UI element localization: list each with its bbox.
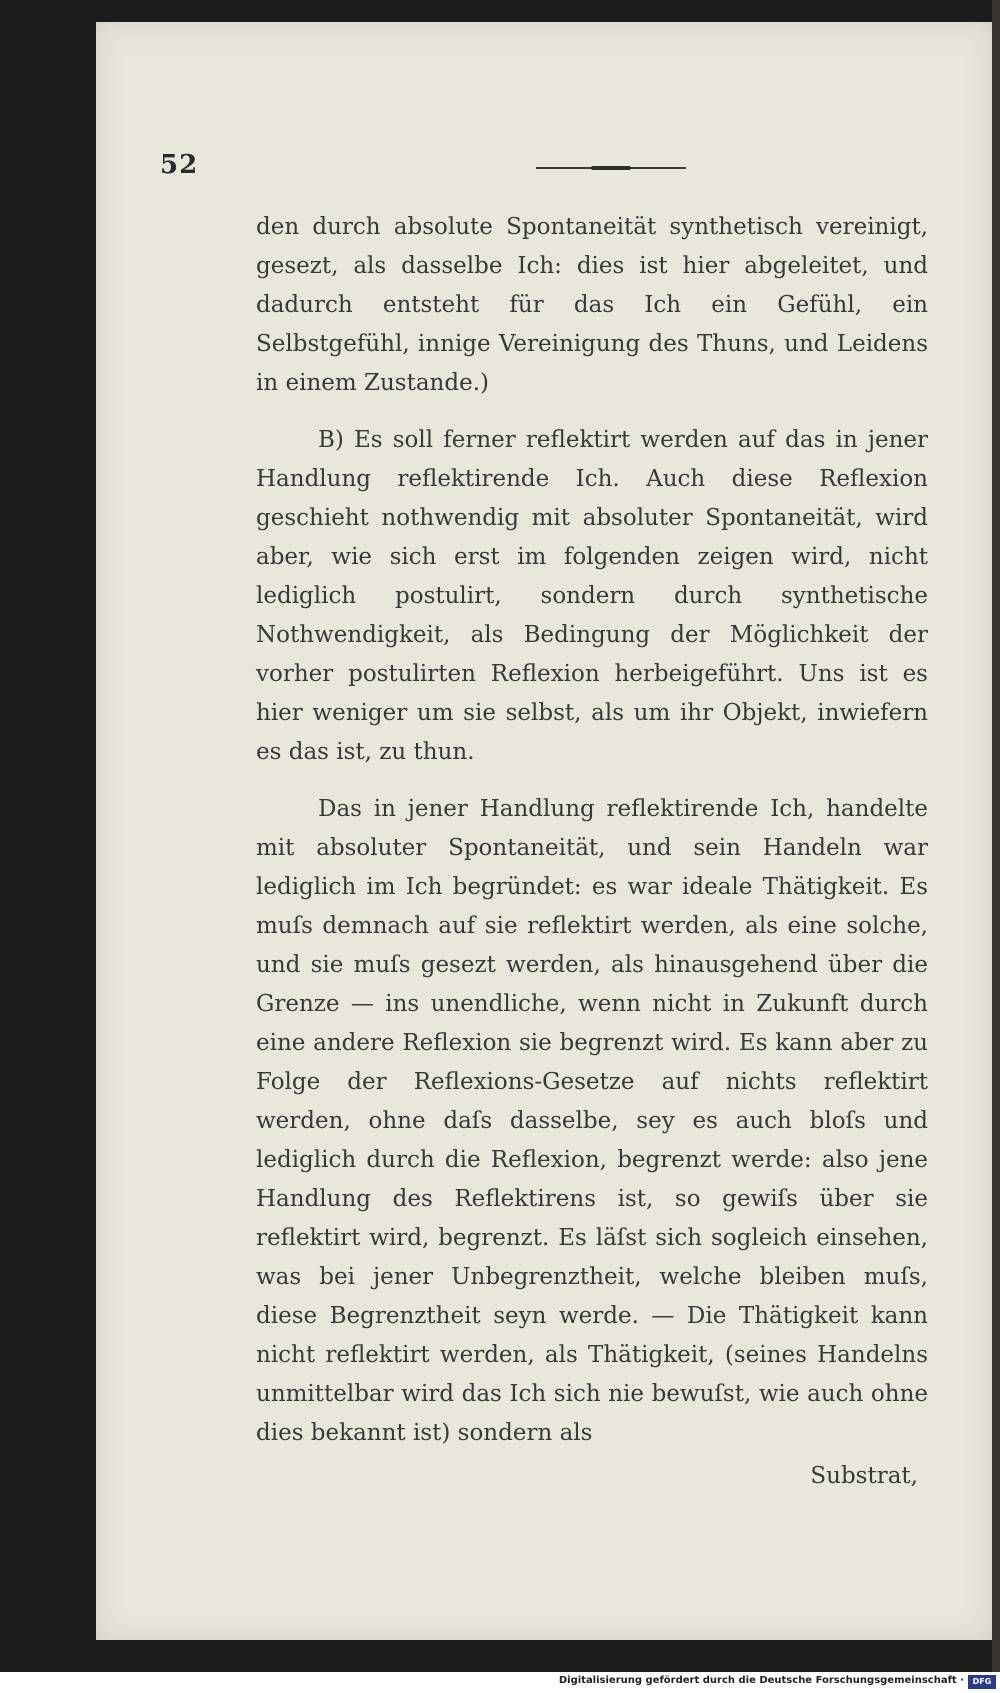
body-text xyxy=(256,208,928,1453)
page-number: 52 xyxy=(160,150,199,180)
dfg-logo-icon: DFG xyxy=(968,1675,996,1689)
paragraph-3: Das in jener Handlung reflektirende Ich, handelte mit absoluter Spontaneität, und sein Handeln war lediglich im Ich begründet: es war ideale Thätigkeit. Es muſs demnach auf sie reflektirt werden, als eine solche, und sie muſs gesezt werden, als hinausgehend über die Grenze — ins unendliche, wenn nicht in Zukunft durch eine andere Reflexion sie begrenzt wird. Es kann aber zu Folge der Reflexions-Gesetze auf nichts reflektirt werden, ohne daſs dasselbe, sey es auch bloſs und lediglich durch die Reflexion, begrenzt werde: also jene Handlung des Reflektirens ist, so gewiſs über sie reflektirt wird, begrenzt. Es läſst sich sogleich einsehen, was bei jener Unbegrenztheit, welche bleiben muſs, diese Begrenztheit seyn werde. — Die Thätigkeit kann nicht reflektirt werden, als Thätigkeit, (seines Handelns unmittelbar wird das Ich sich nie bewuſst, wie auch ohne dies bekannt ist) sondern als xyxy=(256,796,928,1446)
header-rule xyxy=(536,167,686,169)
catchword: Substrat, xyxy=(810,1463,918,1489)
paragraph-1: den durch absolute Spontaneität synthetisch vereinigt, gesezt, als dasselbe Ich: dies ist hier abgeleitet, und dadurch entsteht für das Ich ein Gefühl, ein Selbstgefühl, innige Vereinigung des Thuns, und Leidens in einem Zustande.) xyxy=(256,214,928,396)
funding-note: Digitalisierung gefördert durch die Deutsche Forschungsgemeinschaft · xyxy=(558,1675,964,1686)
page-edge xyxy=(992,0,1000,1672)
page-header xyxy=(160,150,940,190)
footer-bar xyxy=(0,1672,1000,1693)
paragraph-2: B) Es soll ferner reflektirt werden auf das in jener Handlung reflektirende Ich. Auch diese Reflexion geschieht nothwendig mit absoluter Spontaneität, wird aber, wie sich erst im folgenden zeigen wird, nicht lediglich postulirt, sondern durch synthetische Nothwendigkeit, als Bedingung der Möglichkeit der vorher postulirten Reflexion herbeigeführt. Uns ist es hier weniger um sie selbst, als um ihr Objekt, inwiefern es das ist, zu thun. xyxy=(256,427,928,765)
